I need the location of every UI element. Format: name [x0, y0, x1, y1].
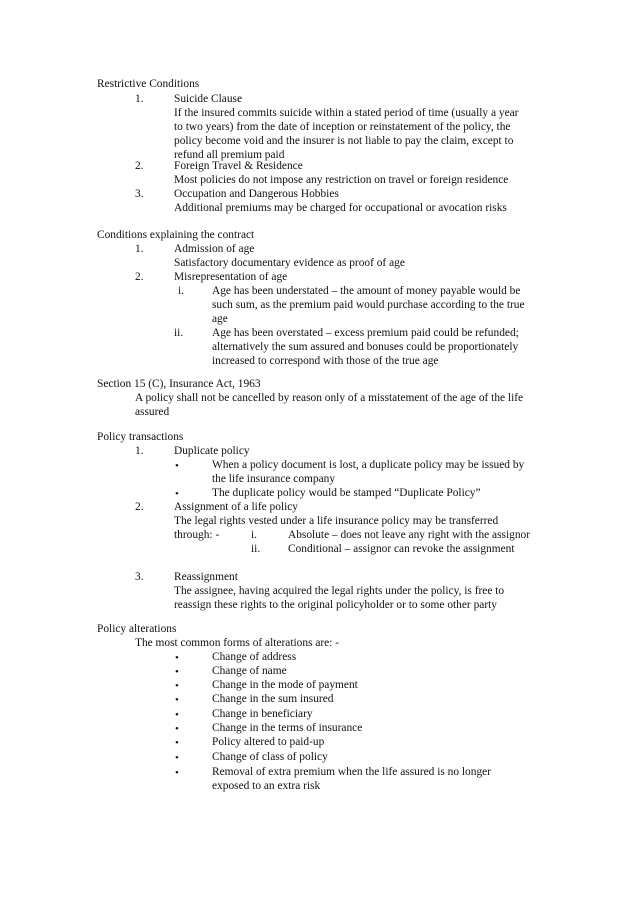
paragraph-line: policy become void and the insurer is not liable to pay the claim, except to — [174, 135, 514, 147]
alterations-intro: The most common forms of alterations are: - — [135, 637, 340, 649]
bullet-icon: • — [175, 723, 179, 735]
item-number: 1. — [135, 445, 144, 457]
bullet-icon: • — [175, 666, 179, 678]
paragraph-line: to two years) from the date of inception or reinstatement of the policy, the — [174, 121, 511, 133]
section-heading-section-15: Section 15 (C), Insurance Act, 1963 — [97, 378, 261, 390]
paragraph-line: such sum, as the premium paid would purchase according to the true — [212, 299, 525, 311]
bullet-icon: • — [175, 767, 179, 779]
list-item: Change in the terms of insurance — [212, 722, 363, 734]
item-number: 2. — [135, 271, 144, 283]
bullet-icon: • — [175, 488, 179, 500]
paragraph-line: If the insured commits suicide within a stated period of time (usually a year — [174, 107, 519, 119]
section-heading-conditions-explaining: Conditions explaining the contract — [97, 229, 255, 241]
paragraph-line: The assignee, having acquired the legal rights under the policy, is free to — [174, 585, 505, 597]
item-title: Foreign Travel & Residence — [174, 160, 303, 172]
paragraph-line: Satisfactory documentary evidence as proof of age — [174, 257, 405, 269]
paragraph-line: The duplicate policy would be stamped “Duplicate Policy” — [212, 487, 481, 499]
paragraph-line: Additional premiums may be charged for occupational or avocation risks — [174, 202, 507, 214]
bullet-icon: • — [175, 752, 179, 764]
bullet-icon: • — [175, 709, 179, 721]
item-title: Misrepresentation of age — [174, 271, 288, 283]
item-number: 3. — [135, 188, 144, 200]
list-item: Change of address — [212, 651, 297, 663]
section-heading-restrictive-conditions: Restrictive Conditions — [97, 78, 200, 90]
paragraph-line: assured — [135, 406, 170, 418]
list-item: Change of name — [212, 665, 287, 677]
list-item: Change in the mode of payment — [212, 679, 358, 691]
subitem-number: i. — [178, 285, 185, 297]
item-number: 1. — [135, 243, 144, 255]
item-number: 1. — [135, 93, 144, 105]
list-item: Change of class of policy — [212, 751, 328, 763]
list-item: Change in beneficiary — [212, 708, 313, 720]
item-title: Assignment of a life policy — [174, 501, 299, 513]
option-text: Absolute – does not leave any right with the assignor — [288, 529, 531, 541]
item-number: 3. — [135, 571, 144, 583]
subitem-number: ii. — [174, 327, 184, 339]
item-number: 2. — [135, 160, 144, 172]
item-number: 2. — [135, 501, 144, 513]
bullet-icon: • — [175, 680, 179, 692]
paragraph-line: increased to correspond with those of the true age — [212, 355, 439, 367]
section-heading-policy-transactions: Policy transactions — [97, 431, 184, 443]
paragraph-line: reassign these rights to the original policyholder or to some other party — [174, 599, 497, 611]
item-title: Admission of age — [174, 243, 255, 255]
bullet-icon: • — [175, 694, 179, 706]
bullet-icon: • — [175, 460, 179, 472]
item-title: Duplicate policy — [174, 445, 250, 457]
list-item: Removal of extra premium when the life assured is no longer — [212, 766, 491, 778]
paragraph-line: age — [212, 313, 228, 325]
bullet-icon: • — [175, 737, 179, 749]
item-title: Occupation and Dangerous Hobbies — [174, 188, 339, 200]
paragraph-line: alternatively the sum assured and bonuses could be proportionately — [212, 341, 519, 353]
list-item: Change in the sum insured — [212, 693, 334, 705]
list-item-continuation: exposed to an extra risk — [212, 780, 321, 792]
paragraph-line: the life insurance company — [212, 473, 336, 485]
paragraph-line: Age has been understated – the amount of money payable would be — [212, 285, 521, 297]
item-title: Suicide Clause — [174, 93, 243, 105]
bullet-icon: • — [175, 652, 179, 664]
paragraph-line: When a policy document is lost, a duplicate policy may be issued by — [212, 459, 525, 471]
paragraph-line: A policy shall not be cancelled by reason only of a misstatement of the age of the life — [135, 392, 524, 404]
paragraph-line: refund all premium paid — [174, 149, 285, 161]
paragraph-line: Age has been overstated – excess premium paid could be refunded; — [212, 327, 519, 339]
paragraph-line: Most policies do not impose any restriction on travel or foreign residence — [174, 174, 509, 186]
section-heading-policy-alterations: Policy alterations — [97, 623, 177, 635]
option-text: Conditional – assignor can revoke the assignment — [288, 543, 515, 555]
item-title: Reassignment — [174, 571, 238, 583]
paragraph-line: The legal rights vested under a life insurance policy may be transferred — [174, 515, 499, 527]
list-item: Policy altered to paid-up — [212, 736, 325, 748]
option-number: i. — [251, 529, 258, 541]
through-label: through: - — [174, 529, 220, 541]
option-number: ii. — [251, 543, 261, 555]
